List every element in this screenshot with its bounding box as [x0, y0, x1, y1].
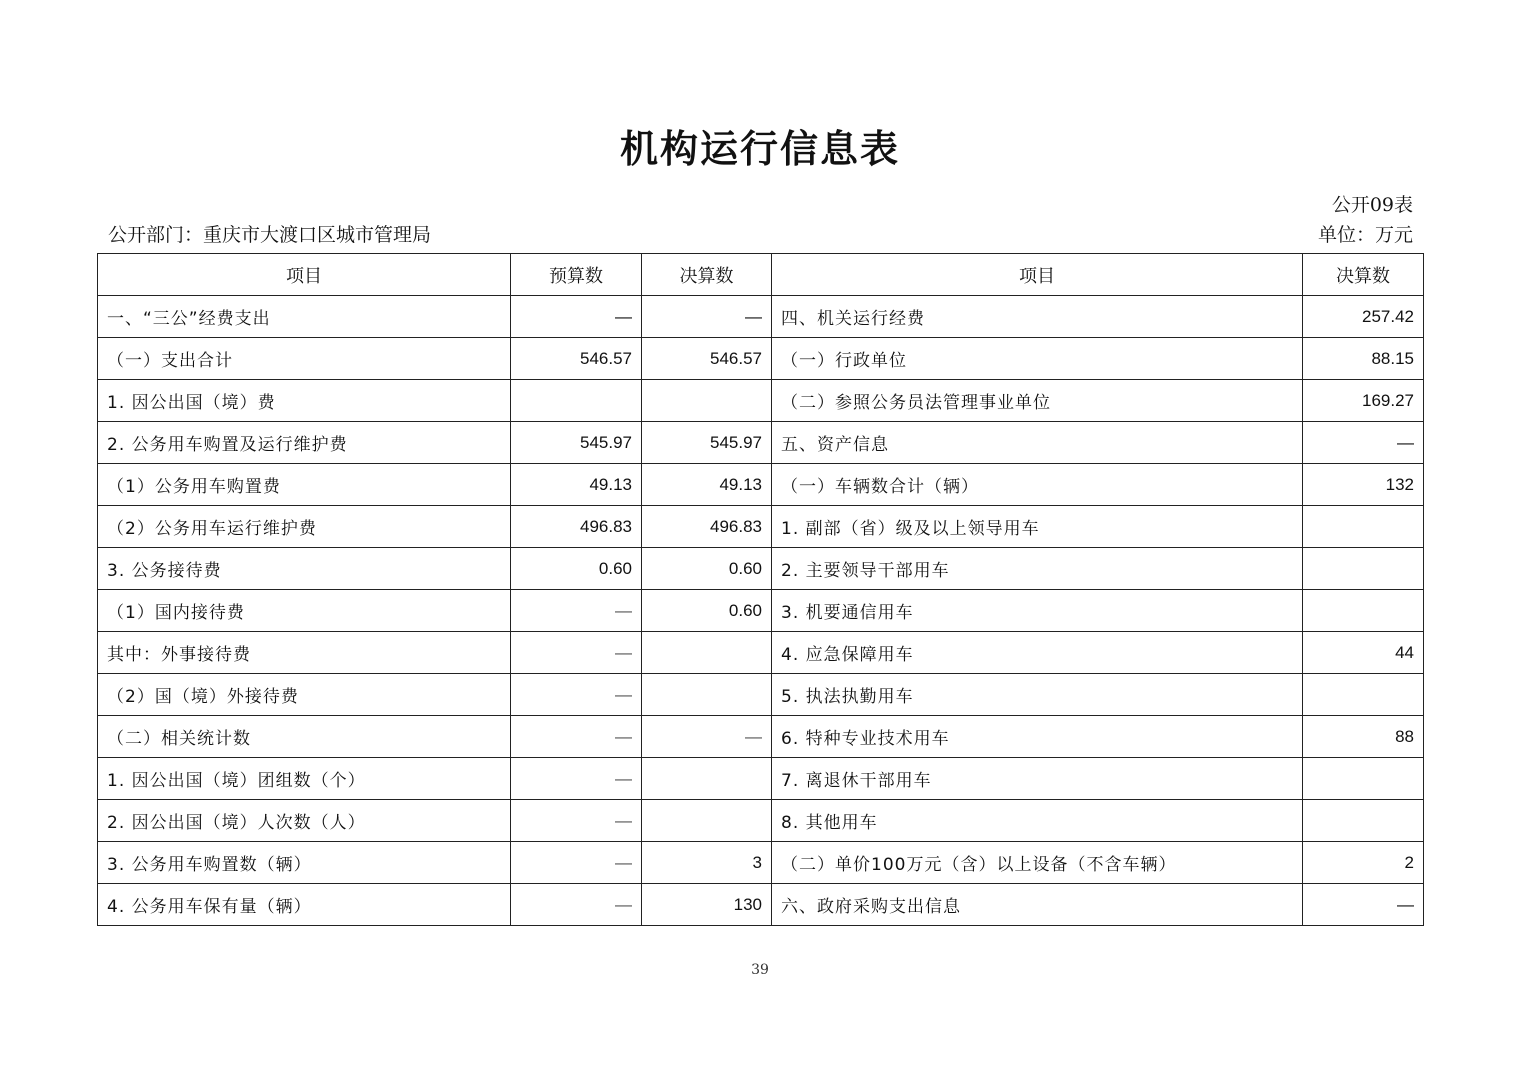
table-row	[98, 548, 1424, 590]
row-item-right: （二）单价100万元（含）以上设备（不含车辆）	[772, 842, 1303, 884]
row-budget: —	[511, 758, 642, 800]
row-final-left: 130	[642, 884, 772, 926]
row-final-left	[642, 632, 772, 674]
row-final-right: 132	[1303, 464, 1424, 506]
row-final-left	[642, 380, 772, 422]
page-title: 机构运行信息表	[619, 127, 900, 171]
row-final-right: —	[1303, 422, 1424, 464]
table-row	[98, 632, 1424, 674]
row-item-right: （一）车辆数合计（辆）	[772, 464, 1303, 506]
table-row	[98, 716, 1424, 758]
row-final-right	[1303, 758, 1424, 800]
table-row	[98, 884, 1424, 926]
form-number: 公开09表	[1331, 194, 1413, 216]
row-budget: 496.83	[511, 506, 642, 548]
row-item-right: 四、机关运行经费	[772, 296, 1303, 338]
table-header-row	[98, 254, 1424, 296]
row-budget: 546.57	[511, 338, 642, 380]
row-item-left: 1. 因公出国（境）费	[98, 380, 511, 422]
row-budget: —	[511, 674, 642, 716]
unit-label: 单位：万元	[1317, 224, 1413, 246]
table-row	[98, 464, 1424, 506]
row-item-right: 3. 机要通信用车	[772, 590, 1303, 632]
row-item-left: 2. 公务用车购置及运行维护费	[98, 422, 511, 464]
row-budget: 49.13	[511, 464, 642, 506]
row-final-right: 257.42	[1303, 296, 1424, 338]
row-final-right: 2	[1303, 842, 1424, 884]
row-final-left	[642, 758, 772, 800]
table-row	[98, 842, 1424, 884]
row-item-left: 3. 公务接待费	[98, 548, 511, 590]
table-row	[98, 380, 1424, 422]
row-item-right: 五、资产信息	[772, 422, 1303, 464]
row-budget: 0.60	[511, 548, 642, 590]
row-item-left: 4. 公务用车保有量（辆）	[98, 884, 511, 926]
department-label: 公开部门：重庆市大渡口区城市管理局	[108, 224, 432, 246]
row-item-right: 6. 特种专业技术用车	[772, 716, 1303, 758]
row-item-right: 1. 副部（省）级及以上领导用车	[772, 506, 1303, 548]
header-budget: 预算数	[511, 254, 642, 296]
row-item-left: （二）相关统计数	[98, 716, 511, 758]
row-budget: —	[511, 590, 642, 632]
row-final-right: 44	[1303, 632, 1424, 674]
row-final-right: 88.15	[1303, 338, 1424, 380]
row-budget: —	[511, 842, 642, 884]
row-item-right: （一）行政单位	[772, 338, 1303, 380]
row-final-right	[1303, 590, 1424, 632]
row-final-left: —	[642, 296, 772, 338]
row-final-left: 0.60	[642, 590, 772, 632]
row-item-left: 一、“三公”经费支出	[98, 296, 511, 338]
row-final-right: 88	[1303, 716, 1424, 758]
row-final-left: 496.83	[642, 506, 772, 548]
row-item-right: 六、政府采购支出信息	[772, 884, 1303, 926]
row-budget: —	[511, 800, 642, 842]
header-final-right: 决算数	[1303, 254, 1424, 296]
row-budget: —	[511, 632, 642, 674]
row-budget	[511, 380, 642, 422]
row-final-left	[642, 800, 772, 842]
row-item-right: （二）参照公务员法管理事业单位	[772, 380, 1303, 422]
table-row	[98, 758, 1424, 800]
row-final-left: 546.57	[642, 338, 772, 380]
row-final-right: 169.27	[1303, 380, 1424, 422]
row-item-left: 3. 公务用车购置数（辆）	[98, 842, 511, 884]
row-item-right: 5. 执法执勤用车	[772, 674, 1303, 716]
row-budget: —	[511, 716, 642, 758]
table-row	[98, 674, 1424, 716]
row-item-right: 2. 主要领导干部用车	[772, 548, 1303, 590]
header-item-left: 项目	[98, 254, 511, 296]
table-row	[98, 338, 1424, 380]
row-budget: —	[511, 884, 642, 926]
row-final-right	[1303, 548, 1424, 590]
row-final-right: —	[1303, 884, 1424, 926]
row-final-left	[642, 674, 772, 716]
row-item-left: （2）国（境）外接待费	[98, 674, 511, 716]
row-item-left: 其中：外事接待费	[98, 632, 511, 674]
row-item-right: 7. 离退休干部用车	[772, 758, 1303, 800]
row-item-right: 8. 其他用车	[772, 800, 1303, 842]
row-final-right	[1303, 506, 1424, 548]
row-budget: 545.97	[511, 422, 642, 464]
row-item-left: （1）公务用车购置费	[98, 464, 511, 506]
table-row	[98, 800, 1424, 842]
row-item-left: 2. 因公出国（境）人次数（人）	[98, 800, 511, 842]
row-item-left: （2）公务用车运行维护费	[98, 506, 511, 548]
row-final-left: 49.13	[642, 464, 772, 506]
row-final-left: 3	[642, 842, 772, 884]
row-final-left: 545.97	[642, 422, 772, 464]
row-item-left: （1）国内接待费	[98, 590, 511, 632]
table-row	[98, 506, 1424, 548]
row-item-left: （一）支出合计	[98, 338, 511, 380]
row-budget: —	[511, 296, 642, 338]
row-final-left: 0.60	[642, 548, 772, 590]
row-item-right: 4. 应急保障用车	[772, 632, 1303, 674]
table-row	[98, 590, 1424, 632]
row-item-left: 1. 因公出国（境）团组数（个）	[98, 758, 511, 800]
row-final-right	[1303, 674, 1424, 716]
header-item-right: 项目	[772, 254, 1303, 296]
operation-info-table	[97, 253, 1424, 926]
table-row	[98, 296, 1424, 338]
row-final-right	[1303, 800, 1424, 842]
row-final-left: —	[642, 716, 772, 758]
page-number: 39	[751, 962, 769, 978]
header-final-left: 决算数	[642, 254, 772, 296]
table-row	[98, 422, 1424, 464]
